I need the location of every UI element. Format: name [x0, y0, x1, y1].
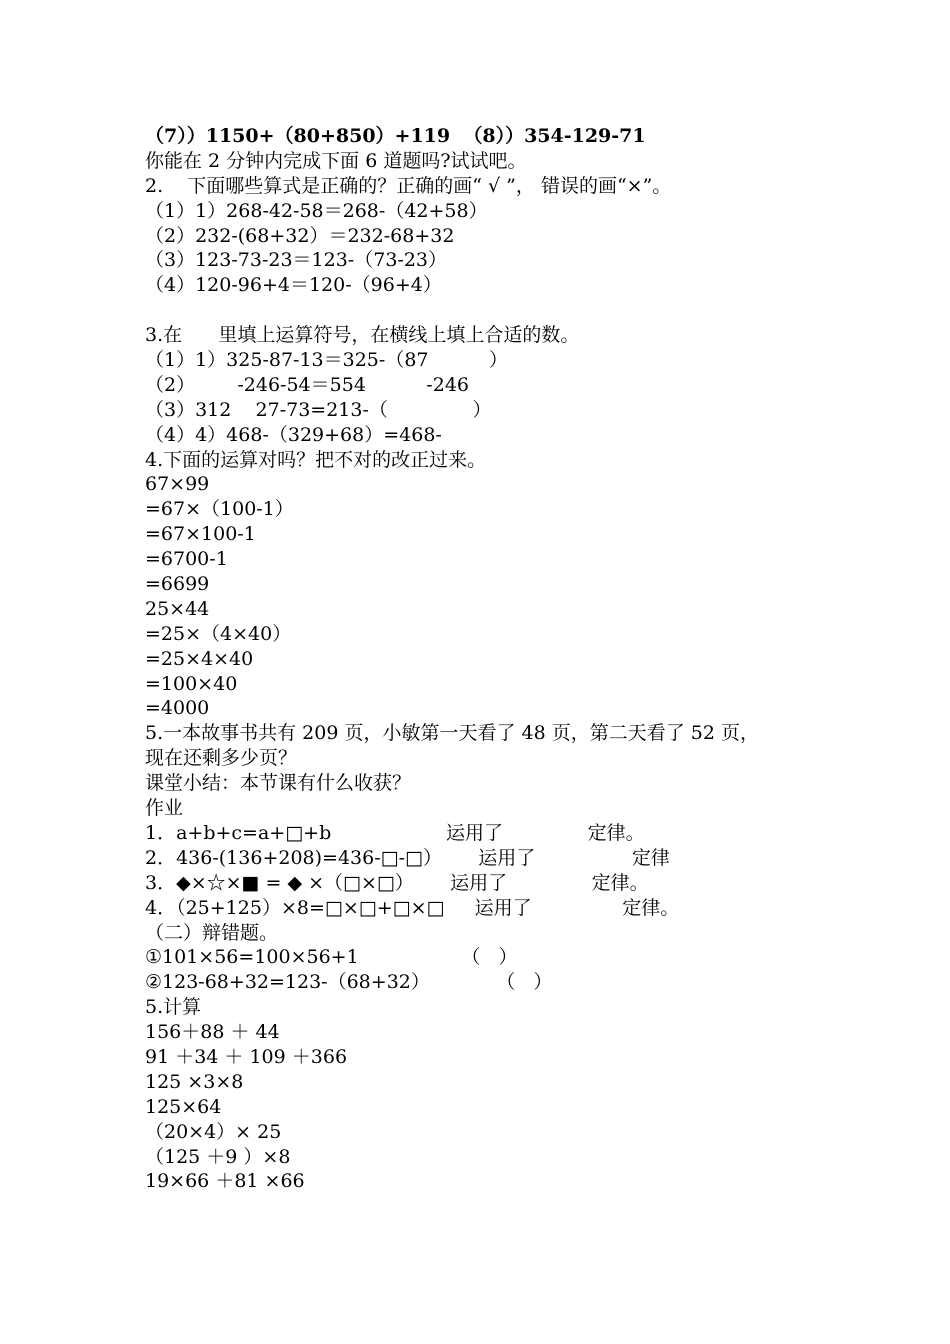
calc-step: =25×（4×40）: [145, 622, 292, 645]
error-check-heading: （二）辩错题。: [145, 921, 279, 944]
quick-challenge-intro: 你能在 2 分钟内完成下面 6 道题吗?试试吧。: [145, 149, 527, 172]
homework-item-4: 4．（25+125）×8=□×□+□×□ 运用了 定律。: [145, 896, 680, 919]
calc-step: =25×4×40: [145, 647, 254, 670]
calculation-item: 125×64: [145, 1095, 222, 1118]
question-2-item-4: （4）120-96+4＝120-（96+4）: [145, 274, 442, 297]
calculation-heading: 5.计算: [145, 996, 202, 1019]
question-3-item-1: （1）1）325-87-13＝325-（87 ）: [145, 349, 508, 372]
calculation-item: 156＋88 ＋ 44: [145, 1021, 280, 1044]
calc-step: =100×40: [145, 672, 238, 695]
calc-step: =6699: [145, 573, 210, 596]
calc-step: 67×99: [145, 473, 210, 496]
question-2-heading: 2. 下面哪些算式是正确的？正确的画“ √ ”， 错误的画“×”。: [145, 174, 672, 197]
homework-item-1: 1．a+b+c=a+□+b 运用了 定律。: [145, 821, 645, 844]
question-2-item-2: （2）232-(68+32）＝232-68+32: [145, 224, 455, 247]
homework-item-2: 2．436-(136+208)=436-□-□） 运用了 定律: [145, 846, 670, 869]
error-check-item-1: ①101×56=100×56+1 （ ）: [145, 946, 518, 969]
calculation-item: （20×4）× 25: [145, 1120, 282, 1143]
question-5-text-cont: 现在还剩多少页？: [145, 747, 298, 770]
document-page: [145, 124, 845, 1194]
calc-step: =67×（100-1）: [145, 498, 294, 521]
calc-step: =67×100-1: [145, 523, 256, 546]
calc-step: 25×44: [145, 597, 210, 620]
calc-step: =6700-1: [145, 548, 228, 571]
question-2-item-1: （1）1）268-42-58＝268-（42+58）: [145, 199, 488, 222]
exercise-7-8-line: （7））1150+（80+850）+119 （8））354-129-71: [145, 125, 646, 147]
calculation-item: （125 ＋9 ）×8: [145, 1145, 291, 1168]
question-3-item-3: （3）312 27-73=213-（ ）: [145, 398, 492, 421]
calculation-item: 19×66 ＋81 ×66: [145, 1170, 305, 1193]
question-5-text: 5.一本故事书共有 209 页，小敏第一天看了 48 页，第二天看了 52 页，: [145, 722, 759, 745]
error-check-item-2: ②123-68+32=123-（68+32） （ ）: [145, 971, 553, 994]
calculation-item: 91 ＋34 ＋ 109 ＋366: [145, 1045, 348, 1068]
question-3-heading: 3.在 里填上运算符号，在横线上填上合适的数。: [145, 324, 580, 347]
question-3-item-4: （4）4）468-（329+68）=468-: [145, 423, 442, 446]
question-3-item-2: （2） -246-54＝554 -246: [145, 373, 469, 396]
question-2-item-3: （3）123-73-23＝123-（73-23）: [145, 249, 448, 272]
calc-step: =4000: [145, 697, 210, 720]
question-4-heading: 4.下面的运算对吗？把不对的改正过来。: [145, 448, 487, 471]
calculation-item: 125 ×3×8: [145, 1070, 244, 1093]
homework-heading: 作业: [145, 797, 184, 820]
homework-item-3: 3．◆×☆×■ = ◆ ×（□×□） 运用了 定律。: [145, 871, 649, 894]
lesson-summary: 课堂小结：本节课有什么收获？: [145, 772, 412, 795]
blank-spacer: [145, 298, 845, 323]
